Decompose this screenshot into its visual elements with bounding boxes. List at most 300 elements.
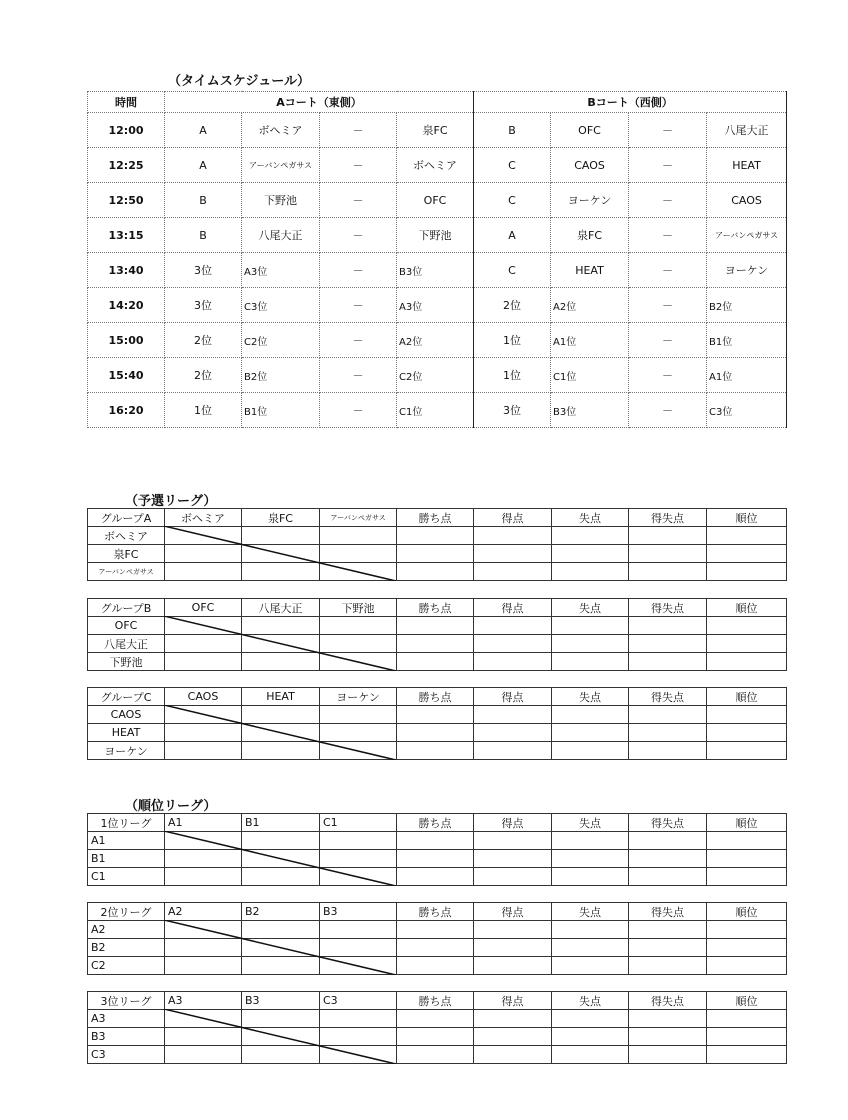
stat-header: 得点	[474, 688, 552, 706]
result-cell	[165, 939, 242, 957]
result-cell	[474, 742, 552, 760]
court-a-group-cell: 1位	[165, 393, 242, 428]
court-a-versus-cell: －	[320, 288, 397, 323]
result-cell	[165, 957, 242, 975]
court-b-team-cell: OFC	[551, 113, 629, 148]
result-cell	[629, 635, 707, 653]
stat-header: 得失点	[629, 903, 707, 921]
court-b-versus-cell: －	[629, 358, 707, 393]
result-cell	[397, 635, 474, 653]
team-row	[88, 1028, 787, 1046]
court-a-team-cell: 八尾大正	[242, 218, 320, 253]
result-cell	[552, 850, 629, 868]
result-cell	[552, 724, 629, 742]
schedule-row	[88, 253, 787, 288]
court-a-versus-cell: －	[320, 358, 397, 393]
column-team-header: OFC	[165, 599, 242, 617]
schedule-header-time: 時間	[88, 92, 165, 113]
team-row	[88, 563, 787, 581]
court-a-group-cell: A	[165, 113, 242, 148]
result-cell	[242, 832, 320, 850]
court-a-versus-cell: －	[320, 323, 397, 358]
result-cell	[629, 545, 707, 563]
result-cell	[474, 939, 552, 957]
schedule-row	[88, 183, 787, 218]
result-cell	[474, 724, 552, 742]
result-cell	[474, 527, 552, 545]
result-cell	[242, 563, 320, 581]
court-b-group-cell: 2位	[474, 288, 551, 323]
column-team-header: CAOS	[165, 688, 242, 706]
stat-header: 得失点	[629, 814, 707, 832]
result-cell	[707, 653, 787, 671]
court-b-versus-cell: －	[629, 183, 707, 218]
result-cell	[242, 706, 320, 724]
row-team-label: 泉FC	[88, 545, 165, 563]
column-team-header: B3	[320, 903, 397, 921]
result-cell	[474, 868, 552, 886]
result-cell	[552, 545, 629, 563]
result-cell	[397, 957, 474, 975]
court-a-team-cell: ボヘミア	[242, 113, 320, 148]
stat-header: 順位	[707, 903, 787, 921]
result-cell	[629, 921, 707, 939]
result-cell	[242, 939, 320, 957]
schedule-row	[88, 113, 787, 148]
result-cell	[474, 653, 552, 671]
result-cell	[242, 850, 320, 868]
stat-header: 勝ち点	[397, 509, 474, 527]
result-cell	[242, 724, 320, 742]
time-cell: 16:20	[88, 393, 165, 428]
group-c-table	[87, 687, 787, 760]
schedule-table	[87, 91, 787, 428]
result-cell	[707, 527, 787, 545]
court-b-team-cell: HEAT	[551, 253, 629, 288]
result-cell	[320, 617, 397, 635]
result-cell	[474, 706, 552, 724]
result-cell	[165, 527, 242, 545]
row-team-label: HEAT	[88, 724, 165, 742]
result-cell	[242, 742, 320, 760]
column-team-header: アーバンペガサス	[320, 509, 397, 527]
team-row	[88, 939, 787, 957]
court-a-team-cell: C3位	[242, 288, 320, 323]
court-b-team-cell: ヨーケン	[707, 253, 787, 288]
court-a-team-cell: B3位	[397, 253, 474, 288]
result-cell	[320, 850, 397, 868]
court-a-group-cell: B	[165, 218, 242, 253]
stat-header: 順位	[707, 688, 787, 706]
result-cell	[242, 653, 320, 671]
result-cell	[707, 742, 787, 760]
result-cell	[397, 939, 474, 957]
result-cell	[165, 1010, 242, 1028]
result-cell	[707, 563, 787, 581]
result-cell	[707, 939, 787, 957]
row-team-label: OFC	[88, 617, 165, 635]
court-b-versus-cell: －	[629, 148, 707, 183]
result-cell	[397, 706, 474, 724]
result-cell	[165, 1046, 242, 1064]
court-b-group-cell: 1位	[474, 323, 551, 358]
court-a-versus-cell: －	[320, 148, 397, 183]
court-a-versus-cell: －	[320, 253, 397, 288]
schedule-row	[88, 218, 787, 253]
result-cell	[320, 527, 397, 545]
court-b-team-cell: ヨーケン	[551, 183, 629, 218]
court-b-team-cell: C3位	[707, 393, 787, 428]
court-a-team-cell: C2位	[242, 323, 320, 358]
group-label: 3位リーグ	[88, 992, 165, 1010]
team-row	[88, 527, 787, 545]
result-cell	[474, 1028, 552, 1046]
result-cell	[474, 921, 552, 939]
column-team-header: HEAT	[242, 688, 320, 706]
prelim-title: （予選リーグ）	[125, 494, 217, 509]
result-cell	[474, 1046, 552, 1064]
time-cell: 13:40	[88, 253, 165, 288]
column-team-header: 下野池	[320, 599, 397, 617]
court-b-team-cell: B3位	[551, 393, 629, 428]
court-a-team-cell: ボヘミア	[397, 148, 474, 183]
stat-header: 順位	[707, 814, 787, 832]
result-cell	[242, 527, 320, 545]
court-a-group-cell: 2位	[165, 323, 242, 358]
result-cell	[165, 563, 242, 581]
result-cell	[707, 957, 787, 975]
court-b-versus-cell: －	[629, 288, 707, 323]
column-team-header: ボヘミア	[165, 509, 242, 527]
result-cell	[552, 868, 629, 886]
result-cell	[707, 850, 787, 868]
court-a-group-cell: 3位	[165, 288, 242, 323]
result-cell	[397, 1010, 474, 1028]
row-team-label: ヨーケン	[88, 742, 165, 760]
court-b-group-cell: 3位	[474, 393, 551, 428]
result-cell	[320, 1046, 397, 1064]
team-row	[88, 635, 787, 653]
result-cell	[707, 1010, 787, 1028]
result-cell	[320, 1010, 397, 1028]
column-team-header: A2	[165, 903, 242, 921]
court-a-team-cell: アーバンペガサス	[242, 148, 320, 183]
result-cell	[629, 653, 707, 671]
result-cell	[629, 957, 707, 975]
result-cell	[474, 545, 552, 563]
court-b-versus-cell: －	[629, 393, 707, 428]
row-team-label: 八尾大正	[88, 635, 165, 653]
row-team-label: B3	[88, 1028, 165, 1046]
column-team-header: ヨーケン	[320, 688, 397, 706]
court-a-versus-cell: －	[320, 183, 397, 218]
time-cell: 14:20	[88, 288, 165, 323]
group-label: グループA	[88, 509, 165, 527]
stat-header: 勝ち点	[397, 688, 474, 706]
court-b-team-cell: B1位	[707, 323, 787, 358]
court-b-team-cell: CAOS	[707, 183, 787, 218]
result-cell	[397, 742, 474, 760]
result-cell	[242, 868, 320, 886]
court-b-group-cell: C	[474, 253, 551, 288]
result-cell	[165, 868, 242, 886]
result-cell	[552, 1028, 629, 1046]
result-cell	[552, 939, 629, 957]
result-cell	[165, 545, 242, 563]
result-cell	[707, 868, 787, 886]
result-cell	[320, 939, 397, 957]
row-team-label: B1	[88, 850, 165, 868]
court-b-team-cell: B2位	[707, 288, 787, 323]
team-row	[88, 868, 787, 886]
result-cell	[552, 527, 629, 545]
result-cell	[552, 832, 629, 850]
result-cell	[320, 545, 397, 563]
team-row	[88, 1010, 787, 1028]
court-a-group-cell: 2位	[165, 358, 242, 393]
schedule-row	[88, 358, 787, 393]
team-row	[88, 850, 787, 868]
schedule-header-court-b: Bコート（西側）	[474, 92, 787, 113]
schedule-row	[88, 393, 787, 428]
court-b-group-cell: B	[474, 113, 551, 148]
result-cell	[552, 957, 629, 975]
stat-header: 失点	[552, 599, 629, 617]
group-label: 2位リーグ	[88, 903, 165, 921]
result-cell	[474, 617, 552, 635]
team-row	[88, 957, 787, 975]
result-cell	[165, 921, 242, 939]
result-cell	[552, 921, 629, 939]
court-b-group-cell: 1位	[474, 358, 551, 393]
result-cell	[707, 635, 787, 653]
team-row	[88, 742, 787, 760]
result-cell	[397, 921, 474, 939]
court-b-team-cell: アーバンペガサス	[707, 218, 787, 253]
row-team-label: C1	[88, 868, 165, 886]
stat-header: 順位	[707, 599, 787, 617]
result-cell	[165, 832, 242, 850]
group-label: グループC	[88, 688, 165, 706]
result-cell	[474, 957, 552, 975]
time-cell: 12:50	[88, 183, 165, 218]
group-a-table	[87, 508, 787, 581]
schedule-header-court-a: Aコート（東側）	[165, 92, 474, 113]
result-cell	[707, 832, 787, 850]
court-b-team-cell: A1位	[707, 358, 787, 393]
result-cell	[629, 706, 707, 724]
result-cell	[629, 1046, 707, 1064]
court-b-versus-cell: －	[629, 218, 707, 253]
column-team-header: B3	[242, 992, 320, 1010]
result-cell	[242, 545, 320, 563]
stat-header: 得点	[474, 903, 552, 921]
result-cell	[320, 868, 397, 886]
stat-header: 失点	[552, 992, 629, 1010]
court-a-group-cell: 3位	[165, 253, 242, 288]
row-team-label: A3	[88, 1010, 165, 1028]
result-cell	[397, 724, 474, 742]
result-cell	[629, 742, 707, 760]
court-a-group-cell: A	[165, 148, 242, 183]
court-a-group-cell: B	[165, 183, 242, 218]
group-label: 1位リーグ	[88, 814, 165, 832]
result-cell	[242, 635, 320, 653]
time-cell: 12:25	[88, 148, 165, 183]
row-team-label: C3	[88, 1046, 165, 1064]
result-cell	[320, 742, 397, 760]
schedule-title: （タイムスケジュール）	[168, 74, 310, 89]
result-cell	[242, 1028, 320, 1046]
result-cell	[320, 563, 397, 581]
result-cell	[397, 1046, 474, 1064]
court-b-group-cell: A	[474, 218, 551, 253]
result-cell	[320, 706, 397, 724]
court-a-team-cell: A3位	[242, 253, 320, 288]
group-label: グループB	[88, 599, 165, 617]
result-cell	[707, 1028, 787, 1046]
group-b-table	[87, 598, 787, 671]
stat-header: 得点	[474, 992, 552, 1010]
result-cell	[552, 653, 629, 671]
result-cell	[474, 1010, 552, 1028]
result-cell	[552, 1010, 629, 1028]
time-cell: 12:00	[88, 113, 165, 148]
stat-header: 得点	[474, 814, 552, 832]
result-cell	[629, 724, 707, 742]
column-team-header: B1	[242, 814, 320, 832]
court-b-group-cell: C	[474, 183, 551, 218]
stat-header: 勝ち点	[397, 814, 474, 832]
result-cell	[629, 868, 707, 886]
result-cell	[397, 850, 474, 868]
result-cell	[629, 617, 707, 635]
result-cell	[707, 921, 787, 939]
result-cell	[165, 724, 242, 742]
result-cell	[707, 617, 787, 635]
result-cell	[707, 1046, 787, 1064]
court-b-team-cell: A2位	[551, 288, 629, 323]
row-team-label: A1	[88, 832, 165, 850]
rank-league-2-table	[87, 902, 787, 975]
team-row	[88, 724, 787, 742]
stat-header: 失点	[552, 814, 629, 832]
column-team-header: A3	[165, 992, 242, 1010]
court-a-team-cell: B1位	[242, 393, 320, 428]
court-a-team-cell: C2位	[397, 358, 474, 393]
time-cell: 13:15	[88, 218, 165, 253]
time-cell: 15:40	[88, 358, 165, 393]
court-b-team-cell: 泉FC	[551, 218, 629, 253]
result-cell	[707, 706, 787, 724]
court-b-team-cell: HEAT	[707, 148, 787, 183]
result-cell	[397, 527, 474, 545]
result-cell	[397, 1028, 474, 1046]
stat-header: 得失点	[629, 992, 707, 1010]
result-cell	[320, 832, 397, 850]
schedule-row	[88, 148, 787, 183]
court-a-team-cell: 下野池	[397, 218, 474, 253]
result-cell	[242, 1010, 320, 1028]
result-cell	[474, 832, 552, 850]
result-cell	[629, 563, 707, 581]
column-team-header: 泉FC	[242, 509, 320, 527]
result-cell	[629, 527, 707, 545]
result-cell	[397, 653, 474, 671]
stat-header: 勝ち点	[397, 599, 474, 617]
result-cell	[629, 1010, 707, 1028]
result-cell	[165, 653, 242, 671]
result-cell	[242, 617, 320, 635]
result-cell	[552, 1046, 629, 1064]
column-team-header: A1	[165, 814, 242, 832]
row-team-label: CAOS	[88, 706, 165, 724]
row-team-label: ボヘミア	[88, 527, 165, 545]
result-cell	[397, 868, 474, 886]
rank-league-3-table	[87, 991, 787, 1064]
result-cell	[320, 957, 397, 975]
result-cell	[474, 635, 552, 653]
result-cell	[397, 617, 474, 635]
row-team-label: A2	[88, 921, 165, 939]
court-a-team-cell: 泉FC	[397, 113, 474, 148]
result-cell	[707, 545, 787, 563]
schedule-row	[88, 288, 787, 323]
row-team-label: B2	[88, 939, 165, 957]
result-cell	[474, 850, 552, 868]
court-b-versus-cell: －	[629, 113, 707, 148]
result-cell	[165, 635, 242, 653]
team-row	[88, 832, 787, 850]
result-cell	[629, 1028, 707, 1046]
ranking-title: （順位リーグ）	[125, 799, 217, 814]
result-cell	[552, 635, 629, 653]
team-row	[88, 653, 787, 671]
stat-header: 得失点	[629, 509, 707, 527]
court-b-group-cell: C	[474, 148, 551, 183]
result-cell	[707, 724, 787, 742]
column-team-header: 八尾大正	[242, 599, 320, 617]
rank-league-1-table	[87, 813, 787, 886]
column-team-header: C3	[320, 992, 397, 1010]
result-cell	[552, 742, 629, 760]
result-cell	[242, 957, 320, 975]
team-row	[88, 545, 787, 563]
row-team-label: 下野池	[88, 653, 165, 671]
court-a-team-cell: C1位	[397, 393, 474, 428]
court-b-team-cell: A1位	[551, 323, 629, 358]
stat-header: 得点	[474, 599, 552, 617]
court-a-team-cell: OFC	[397, 183, 474, 218]
court-b-team-cell: CAOS	[551, 148, 629, 183]
column-team-header: B2	[242, 903, 320, 921]
column-team-header: C1	[320, 814, 397, 832]
result-cell	[629, 939, 707, 957]
court-b-versus-cell: －	[629, 253, 707, 288]
stat-header: 得失点	[629, 599, 707, 617]
result-cell	[320, 724, 397, 742]
row-team-label: アーバンペガサス	[88, 563, 165, 581]
result-cell	[320, 635, 397, 653]
result-cell	[165, 706, 242, 724]
court-a-team-cell: A3位	[397, 288, 474, 323]
stat-header: 順位	[707, 992, 787, 1010]
stat-header: 失点	[552, 688, 629, 706]
result-cell	[474, 563, 552, 581]
stat-header: 勝ち点	[397, 903, 474, 921]
stat-header: 順位	[707, 509, 787, 527]
result-cell	[552, 617, 629, 635]
